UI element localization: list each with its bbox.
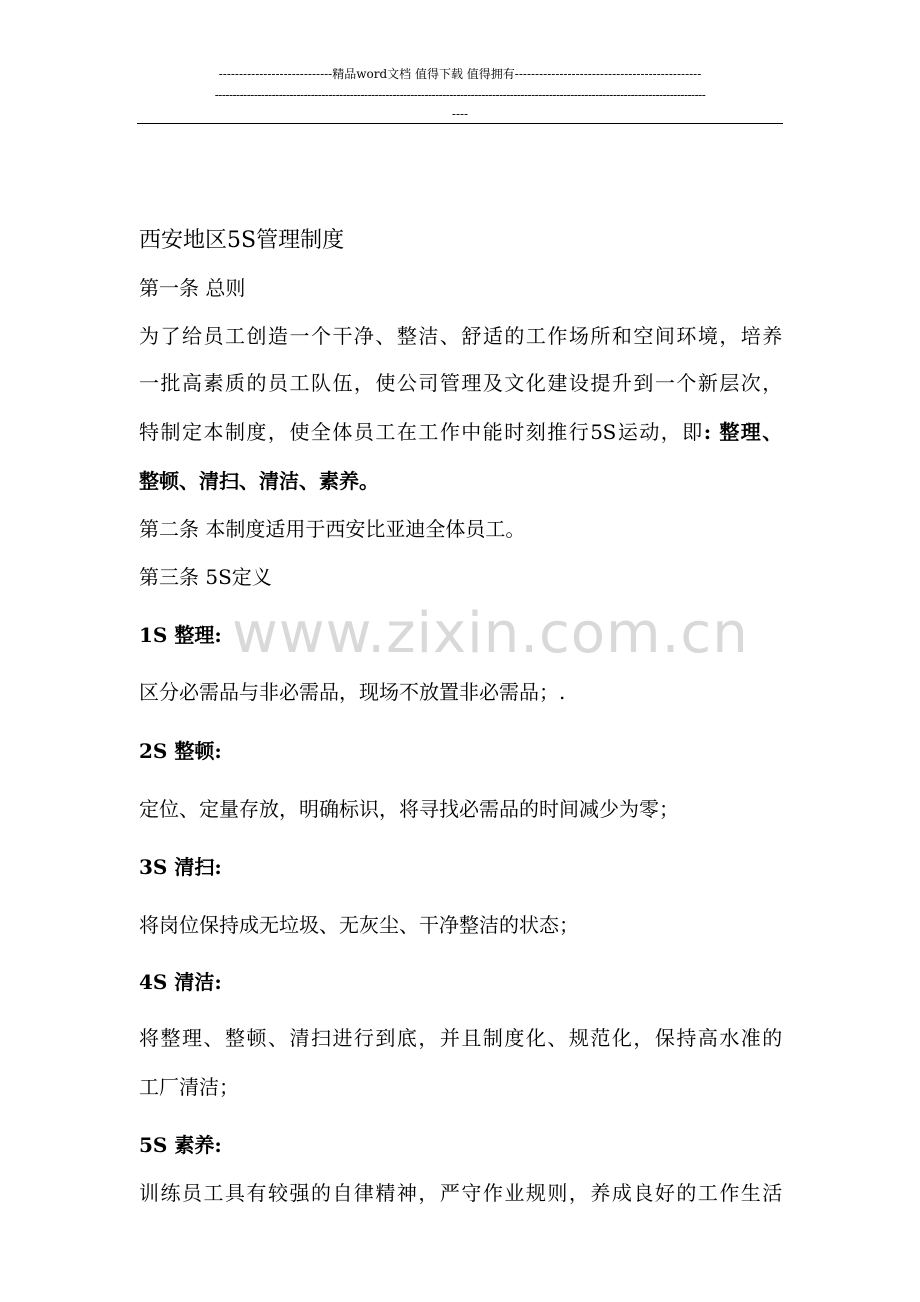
s3-body: 将岗位保持成无垃圾、无灰尘、干净整洁的状态； <box>139 913 579 937</box>
article1-body-line4: 整顿、清扫、清洁、素养。 <box>139 469 379 493</box>
article3-heading: 第三条 5S定义 <box>139 565 272 589</box>
header-dash-tail: ---- <box>451 107 469 121</box>
s1-heading: 1S 整理: <box>139 623 222 647</box>
s4-heading: 4S 清洁: <box>139 970 222 994</box>
header-rule <box>137 123 783 124</box>
watermark: www.zixin.com.cn <box>232 601 749 666</box>
article1-body-line3-text: 特制定本制度，使全体员工在工作中能时刻推行5S运动，即 <box>139 420 704 444</box>
header-dash-line: ------------------------------------------------------------------------------------------------------------------------------------------ <box>214 88 706 102</box>
s5-body-line1: 训练员工具有较强的自律精神，严守作业规则，养成良好的工作生活 <box>139 1181 782 1205</box>
article1-body-line2: 一批高素质的员工队伍，使公司管理及文化建设提升到一个新层次， <box>139 371 782 395</box>
document-title: 西安地区5S管理制度 <box>139 228 345 253</box>
s1-body: 区分必需品与非必需品，现场不放置非必需品；. <box>139 680 566 704</box>
s4-body-line2: 工厂清洁； <box>139 1075 239 1099</box>
article1-body-line1: 为了给员工创造一个干净、整洁、舒适的工作场所和空间环境，培养 <box>139 324 782 348</box>
article1-body-line3 <box>139 419 782 445</box>
article1-body-line3-bold: : 整理、 <box>703 420 782 444</box>
s2-body: 定位、定量存放，明确标识，将寻找必需品的时间减少为零； <box>139 797 679 821</box>
s2-heading: 2S 整顿: <box>139 739 222 763</box>
article2: 第二条 本制度适用于西安比亚迪全体员工。 <box>139 517 526 541</box>
s4-body-line1: 将整理、整顿、清扫进行到底，并且制度化、规范化，保持高水准的 <box>139 1026 782 1050</box>
header-banner: ----------------------------精品word文档 值得下载 值得拥有---------------------------------------------- <box>218 67 702 81</box>
s5-heading: 5S 素养: <box>139 1133 222 1157</box>
article1-heading: 第一条 总则 <box>139 276 246 300</box>
s3-heading: 3S 清扫: <box>139 855 222 879</box>
